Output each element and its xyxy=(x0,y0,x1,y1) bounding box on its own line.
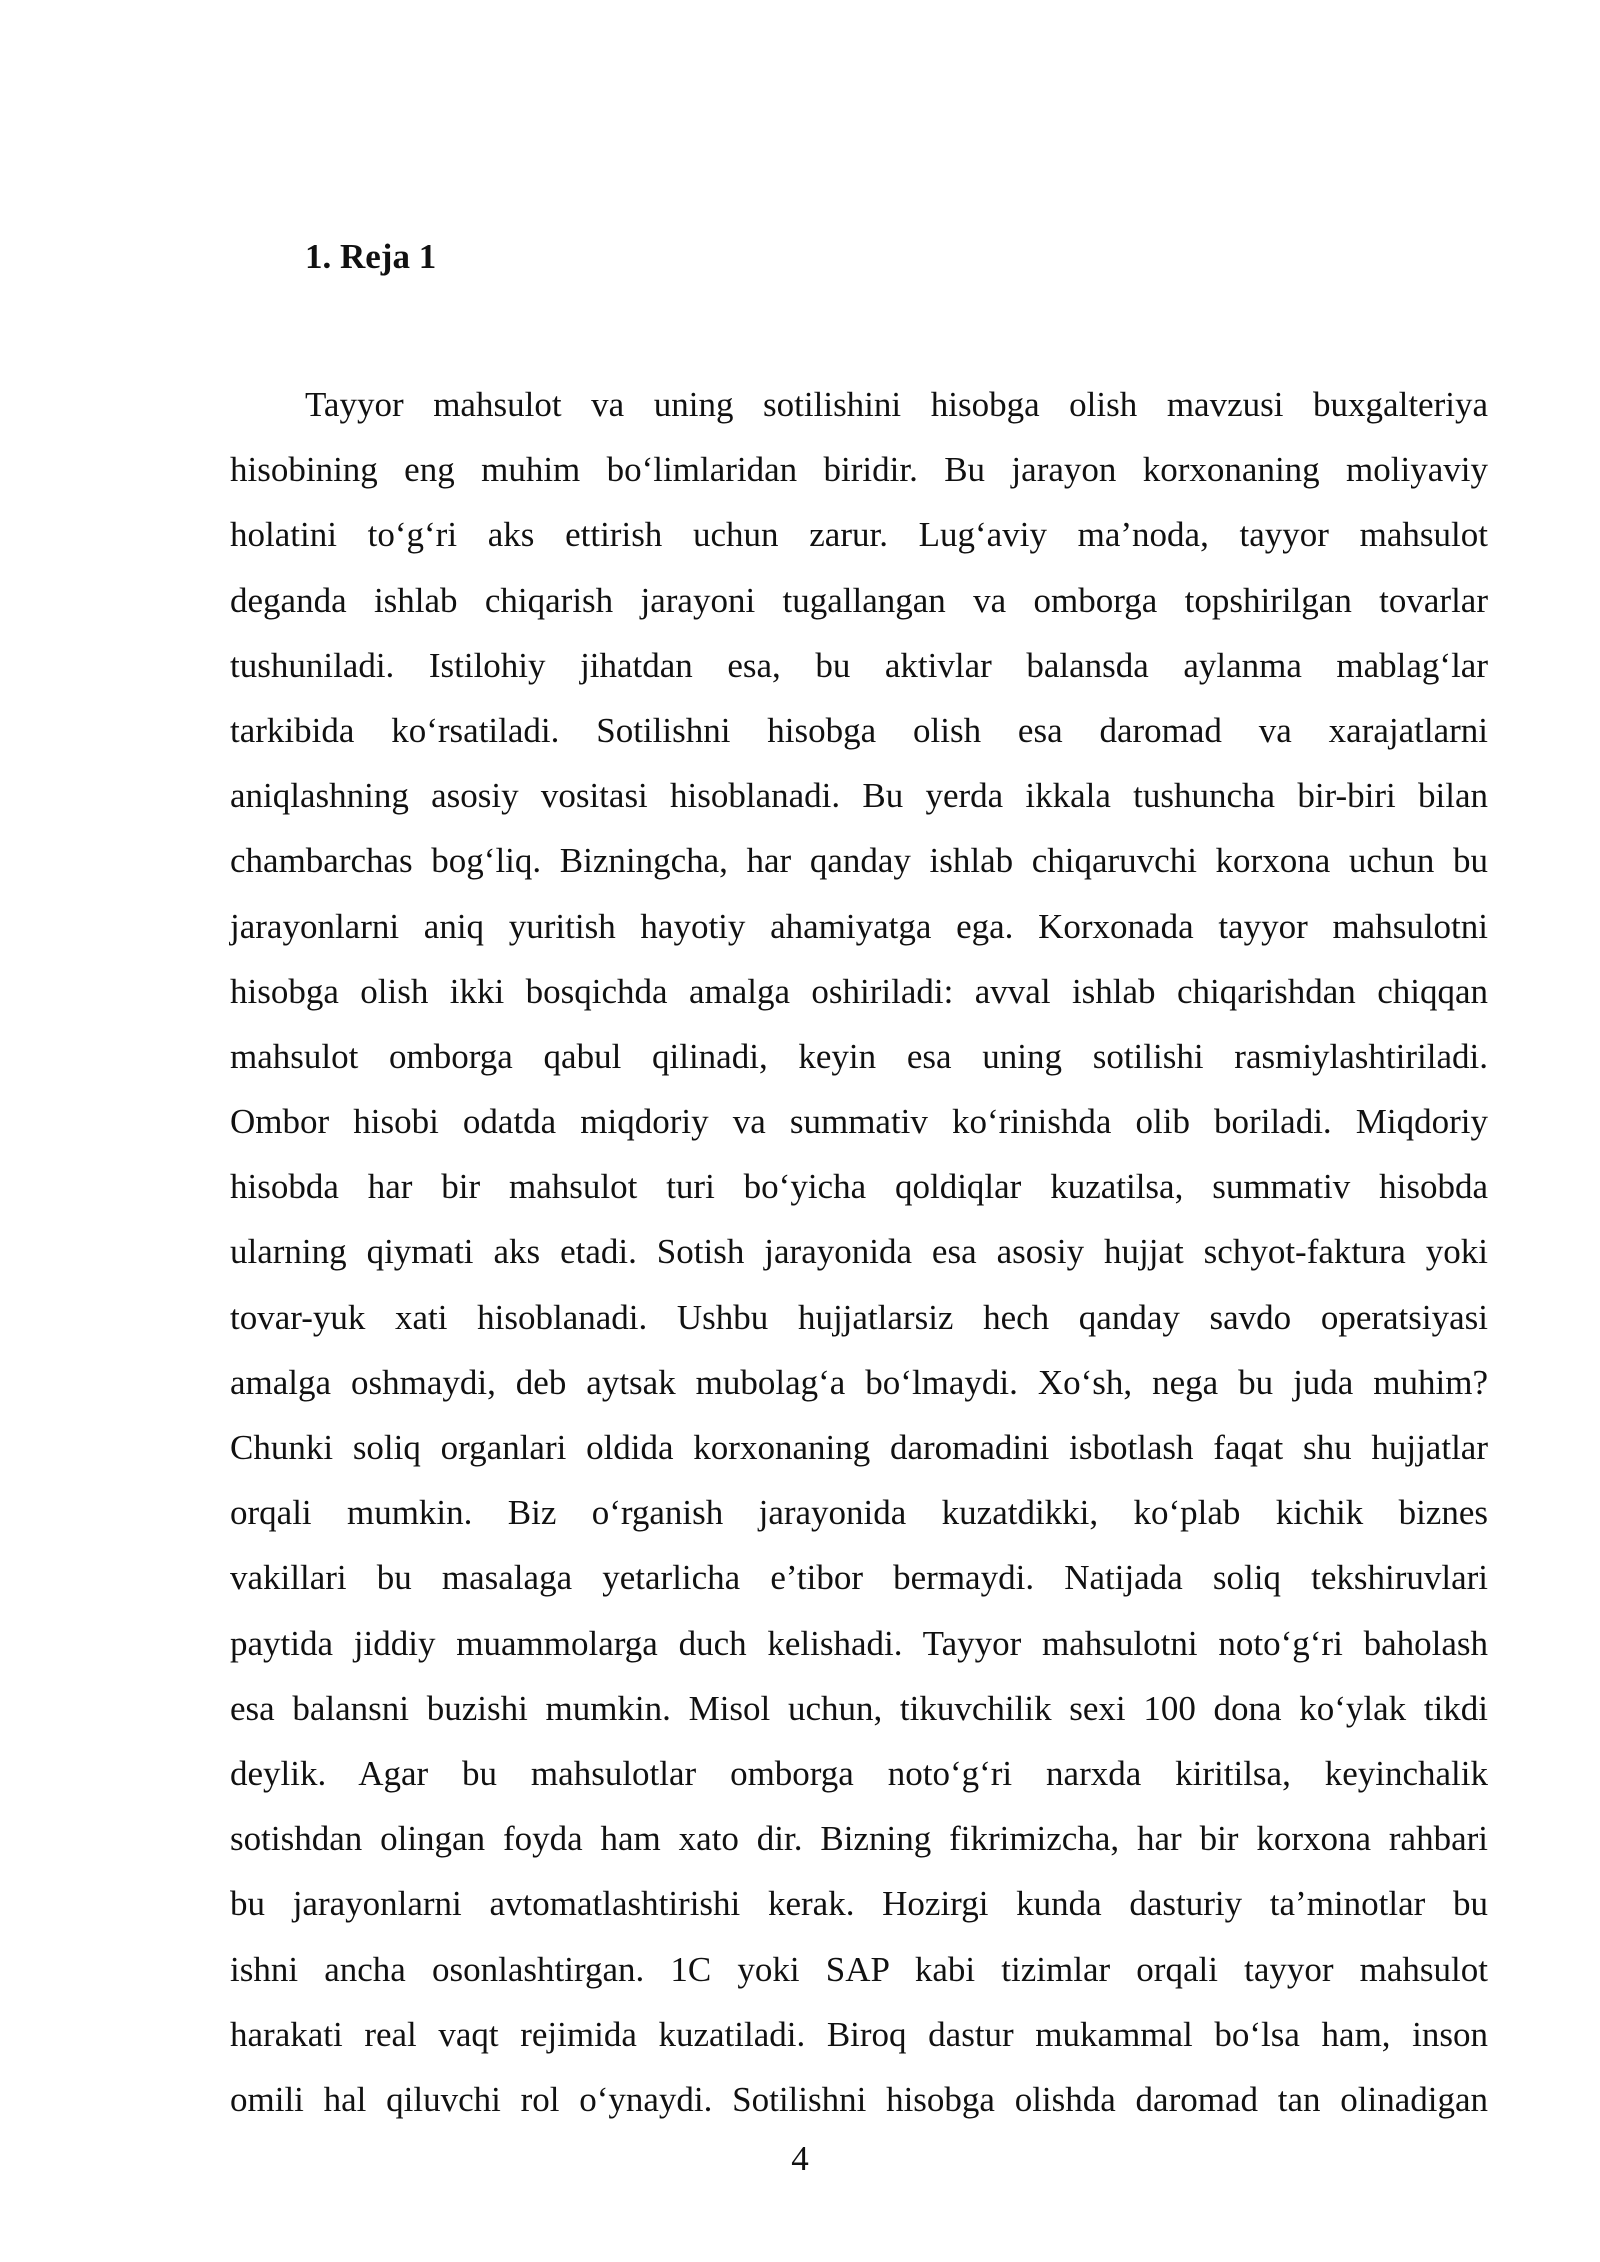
paragraph-line: aniqlashning asosiy vositasi hisoblanadi. Bu yerda ikkala tushuncha bir-biri bilan xyxy=(230,776,1488,816)
body-paragraph xyxy=(230,372,1488,2132)
paragraph-line: bu jarayonlarni avtomatlashtirishi kerak. Hozirgi kunda dasturiy ta’minotlar bu xyxy=(230,1884,1488,1924)
paragraph-line: vakillari bu masalaga yetarlicha e’tibor bermaydi. Natijada soliq tekshiruvlari xyxy=(230,1558,1488,1598)
paragraph-line: ishni ancha osonlashtirgan. 1C yoki SAP kabi tizimlar orqali tayyor mahsulot xyxy=(230,1949,1488,1989)
paragraph-line: mahsulot omborga qabul qilinadi, keyin esa uning sotilishi rasmiylashtiriladi. xyxy=(230,1036,1488,1076)
paragraph-line: tovar-yuk xati hisoblanadi. Ushbu hujjatlarsiz hech qanday savdo operatsiyasi xyxy=(230,1297,1488,1337)
paragraph-line: Ombor hisobi odatda miqdoriy va summativ ko‘rinishda olib boriladi. Miqdoriy xyxy=(230,1102,1488,1142)
paragraph-line: ularning qiymati aks etadi. Sotish jarayonida esa asosiy hujjat schyot-faktura yoki xyxy=(230,1232,1488,1272)
paragraph-line: Chunki soliq organlari oldida korxonaning daromadini isbotlash faqat shu hujjatlar xyxy=(230,1428,1488,1467)
paragraph-line: hisobining eng muhim bo‘limlaridan biridir. Bu jarayon korxonaning moliyaviy xyxy=(230,450,1488,490)
paragraph-line: sotishdan olingan foyda ham xato dir. Bizning fikrimizcha, har bir korxona rahbari xyxy=(230,1819,1488,1859)
paragraph-line: harakati real vaqt rejimida kuzatiladi. Biroq dastur mukammal bo‘lsa ham, inson xyxy=(230,2014,1488,2054)
paragraph-line: hisobda har bir mahsulot turi bo‘yicha qoldiqlar kuzatilsa, summativ hisobda xyxy=(230,1167,1488,1207)
paragraph-line: orqali mumkin. Biz o‘rganish jarayonida kuzatdikki, ko‘plab kichik biznes xyxy=(230,1493,1488,1533)
paragraph-line: hisobga olish ikki bosqichda amalga oshiriladi: avval ishlab chiqarishdan chiqqan xyxy=(230,971,1488,1011)
paragraph-line: tushuniladi. Istilohiy jihatdan esa, bu aktivlar balansda aylanma mablag‘lar xyxy=(230,645,1488,685)
paragraph-line: esa balansni buzishi mumkin. Misol uchun, tikuvchilik sexi 100 dona ko‘ylak tikdi xyxy=(230,1688,1488,1728)
paragraph-line: jarayonlarni aniq yuritish hayotiy ahamiyatga ega. Korxonada tayyor mahsulotni xyxy=(230,906,1488,946)
paragraph-line: tarkibida ko‘rsatiladi. Sotilishni hisobga olish esa daromad va xarajatlarni xyxy=(230,710,1488,750)
section-heading: 1. Reja 1 xyxy=(305,237,437,276)
paragraph-line: deganda ishlab chiqarish jarayoni tugallangan va omborga topshirilgan tovarlar xyxy=(230,580,1488,620)
paragraph-line: amalga oshmaydi, deb aytsak mubolag‘a bo‘lmaydi. Xo‘sh, nega bu juda muhim? xyxy=(230,1362,1488,1402)
paragraph-line: paytida jiddiy muammolarga duch kelishadi. Tayyor mahsulotni noto‘g‘ri baholash xyxy=(230,1623,1488,1663)
paragraph-line: omili hal qiluvchi rol o‘ynaydi. Sotilishni hisobga olishda daromad tan olinadigan xyxy=(230,2079,1488,2119)
paragraph-line: chambarchas bog‘liq. Bizningcha, har qanday ishlab chiqaruvchi korxona uchun bu xyxy=(230,841,1488,881)
paragraph-line: Tayyor mahsulot va uning sotilishini hisobga olish mavzusi buxgalteriya xyxy=(305,385,1488,424)
paragraph-line: deylik. Agar bu mahsulotlar omborga noto‘g‘ri narxda kiritilsa, keyinchalik xyxy=(230,1753,1488,1793)
page-number: 4 xyxy=(791,2139,809,2178)
paragraph-line: holatini to‘g‘ri aks ettirish uchun zarur. Lug‘aviy ma’noda, tayyor mahsulot xyxy=(230,515,1488,555)
